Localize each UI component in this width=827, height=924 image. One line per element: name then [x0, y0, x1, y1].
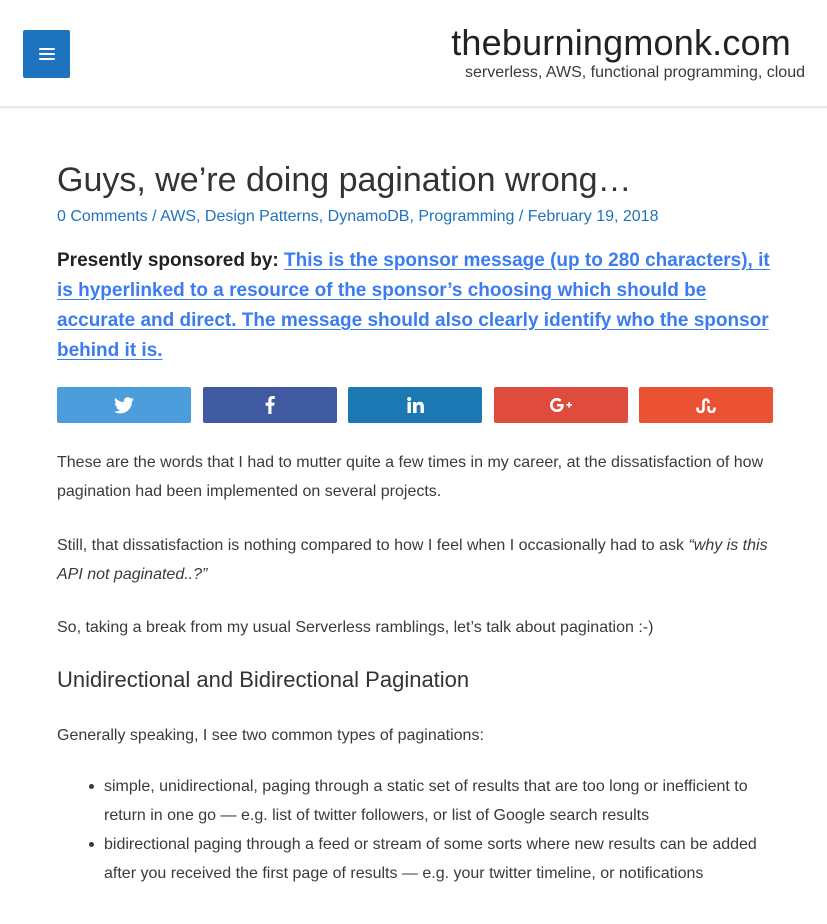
- paragraph: These are the words that I had to mutter quite a few times in my career, at the dissatisfaction of how pagination had been implemented on several projects.: [57, 454, 764, 500]
- category-link-dynamodb[interactable]: DynamoDB: [327, 208, 410, 225]
- comments-link[interactable]: 0 Comments: [57, 208, 148, 225]
- bullet-list: [57, 772, 773, 888]
- meta-separator: /: [147, 208, 161, 225]
- site-tagline: serverless, AWS, functional programming, cloud: [465, 64, 805, 81]
- category-link-design-patterns[interactable]: Design Patterns: [204, 208, 319, 225]
- share-twitter-button[interactable]: [57, 387, 191, 423]
- list-item: bidirectional paging through a feed or stream of some sorts where new results can be added after you received the first page of results — e.g. your twitter timeline, or notifications: [104, 830, 773, 888]
- paragraph-text: Still, that dissatisfaction is nothing compared to how I feel when I occasionally had to ask: [57, 537, 689, 554]
- hamburger-icon: [39, 48, 55, 60]
- twitter-icon: [114, 397, 134, 414]
- paragraph: Generally speaking, I see two common types of paginations:: [57, 727, 484, 744]
- meta-comma: ,: [409, 208, 419, 225]
- category-link-aws[interactable]: AWS: [160, 208, 197, 225]
- paragraph: [57, 531, 773, 589]
- category-link-programming[interactable]: Programming: [418, 208, 515, 225]
- menu-button[interactable]: [23, 30, 70, 78]
- sponsor-notice: [57, 246, 773, 366]
- list-item: simple, unidirectional, paging through a static set of results that are too long or inefficient to return in one go — e.g. list of twitter followers, or list of Google search results: [104, 772, 773, 830]
- share-buttons: [57, 387, 773, 423]
- sponsor-label: Presently sponsored by:: [57, 250, 279, 271]
- stumbleupon-icon: [696, 398, 716, 413]
- meta-comma: ,: [196, 208, 205, 225]
- share-stumbleupon-button[interactable]: [639, 387, 773, 423]
- post-meta: [57, 208, 658, 226]
- meta-separator: /: [514, 208, 528, 225]
- facebook-icon: [265, 396, 275, 414]
- share-facebook-button[interactable]: [203, 387, 337, 423]
- paragraph-quote: “why is this API not paginated..?”: [57, 537, 768, 583]
- post-date-link[interactable]: February 19, 2018: [527, 208, 659, 225]
- site-header: [0, 0, 827, 108]
- share-linkedin-button[interactable]: [348, 387, 482, 423]
- site-title[interactable]: theburningmonk.com: [451, 22, 791, 63]
- section-heading: Unidirectional and Bidirectional Pagination: [57, 667, 470, 692]
- linkedin-icon: [407, 397, 424, 413]
- google-plus-icon: [550, 398, 572, 412]
- sponsor-link[interactable]: This is the sponsor message (up to 280 characters), it is hyperlinked to a resource of the sponsor’s choosing which should be accurate and direct. The message should also clearly identify who the sponsor behind it is.: [57, 250, 770, 361]
- share-google-plus-button[interactable]: [494, 387, 628, 423]
- post-title: Guys, we’re doing pagination wrong…: [57, 161, 632, 199]
- paragraph: So, taking a break from my usual Serverless ramblings, let’s talk about pagination :-): [57, 619, 654, 636]
- meta-comma: ,: [318, 208, 328, 225]
